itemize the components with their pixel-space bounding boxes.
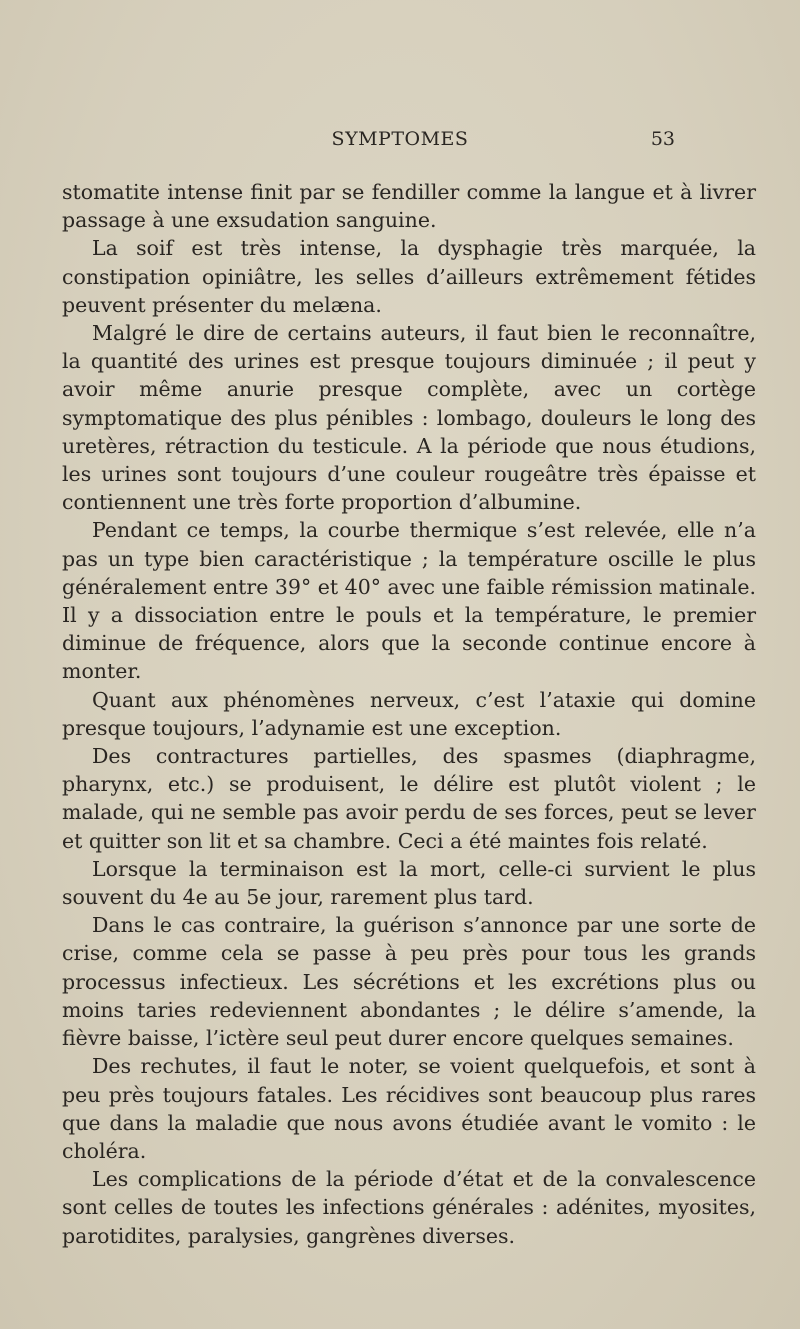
paragraph: Les complications de la période d’état et de la convalescence sont celles de toutes les infections générales : adénites, myosites, parotidites, paralysies, gangrènes diverses. xyxy=(62,1167,756,1248)
paragraph: Des rechutes, il faut le noter, se voient quelquefois, et sont à peu près toujours fatales. Les récidives sont beaucoup plus rares que dans la maladie que nous avons étudiée avant le vomito : le choléra. xyxy=(62,1054,756,1163)
page-number: 53 xyxy=(650,128,675,150)
paragraph: Quant aux phénomènes nerveux, c’est l’ataxie qui domine presque toujours, l’adynamie est une exception. xyxy=(62,687,756,740)
page-header xyxy=(0,128,800,158)
paragraph: Dans le cas contraire, la guérison s’annonce par une sorte de crise, comme cela se passe à peu près pour tous les grands processus infectieux. Les sécrétions et les excrétions plus ou moins taries redeviennent abondantes ; le délire s’amende, la fièvre baisse, l’ictère seul peut durer encore quelques semaines. xyxy=(62,913,756,1051)
paragraph: Lorsque la terminaison est la mort, celle-ci survient le plus souvent du 4e au 5e jour, rarement plus tard. xyxy=(62,856,756,910)
paragraph: stomatite intense finit par se fendiller comme la langue et à livrer passage à une exsudation sanguine. xyxy=(62,180,756,233)
body-text xyxy=(62,178,756,1250)
paragraph: La soif est très intense, la dysphagie très marquée, la constipation opiniâtre, les selles d’ailleurs extrêmement fétides peuvent présenter du melæna. xyxy=(62,236,756,317)
running-title: SYMPTOMES xyxy=(331,128,469,150)
paragraph: Pendant ce temps, la courbe thermique s’est relevée, elle n’a pas un type bien caractéristique ; la température oscille le plus généralement entre 39° et 40° avec une faible rémission matinale. Il y a dissociation entre le pouls et la température, le premier diminue de fréquence, alors que la seconde continue encore à monter. xyxy=(62,518,756,684)
paragraph: Malgré le dire de certains auteurs, il faut bien le reconnaître, la quantité des urines est presque toujours diminuée ; il peut y avoir même anurie presque complète, avec un cortège symptomatique des plus pénibles : lombago, douleurs le long des uretères, rétraction du testicule. A la période que nous étudions, les urines sont toujours d’une couleur rougeâtre très épaisse et contiennent une très forte proportion d’albumine. xyxy=(62,321,756,515)
paragraph: Des contractures partielles, des spasmes (diaphragme, pharynx, etc.) se produisent, le délire est plutôt violent ; le malade, qui ne semble pas avoir perdu de ses forces, peut se lever et quitter son lit et sa chambre. Ceci a été maintes fois relaté. xyxy=(62,744,756,853)
